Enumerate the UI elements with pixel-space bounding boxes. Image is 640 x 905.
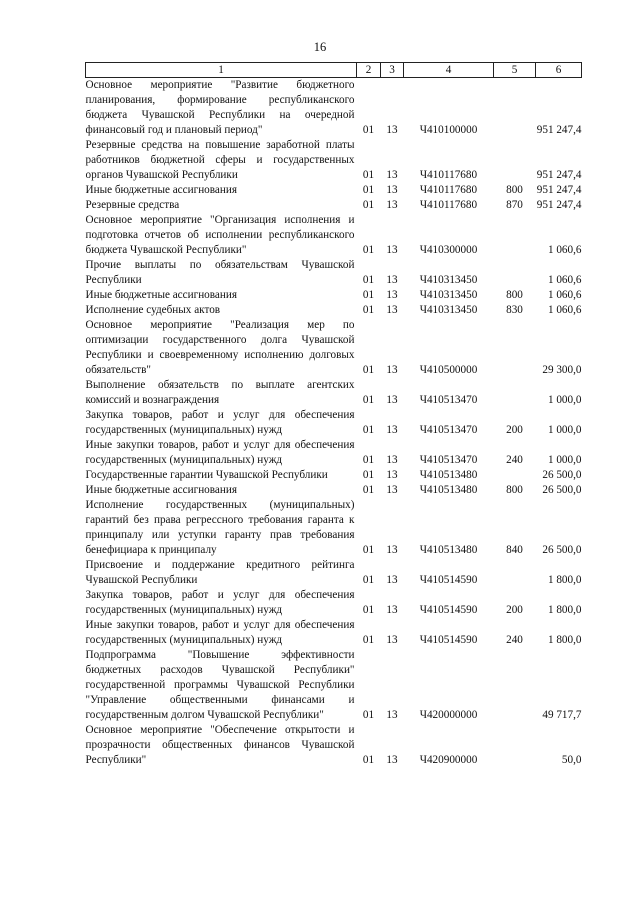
row-amount: 951 247,4 [536,184,582,196]
row-subsection: 13 [386,199,398,211]
row-expense-type [494,723,536,768]
table-row [86,138,582,183]
table-row [86,618,582,648]
header-col-6: 6 [536,63,582,78]
table-row [86,588,582,618]
row-subsection: 13 [386,469,398,481]
row-expense-type: 200 [506,424,523,436]
row-amount: 1 000,0 [547,454,582,466]
row-section: 01 [362,304,375,316]
table-row [86,258,582,288]
row-amount: 1 800,0 [547,604,582,616]
row-expense-type [494,318,536,378]
table-row [86,378,582,408]
row-subsection: 13 [386,634,398,646]
row-section: 01 [362,169,375,181]
row-target-article: Ч410100000 [419,124,478,136]
table-row [86,78,582,139]
row-section: 01 [362,424,375,436]
row-target-article: Ч410513480 [419,544,478,556]
row-subsection: 13 [386,544,398,556]
row-section: 01 [362,484,375,496]
table-row [86,183,582,198]
row-expense-type [494,258,536,288]
row-name: Резервные средства на повышение заработной платы работников бюджетной сферы и государственных органов Чувашской Республики [85,139,355,181]
row-target-article: Ч410513470 [419,424,478,436]
table-row [86,498,582,558]
row-expense-type: 200 [506,604,523,616]
row-amount: 1 000,0 [547,394,582,406]
row-expense-type: 840 [506,544,523,556]
table-row [86,213,582,258]
row-subsection: 13 [386,274,398,286]
row-section: 01 [362,289,375,301]
row-target-article: Ч410117680 [419,169,478,181]
row-amount: 1 060,6 [547,274,582,286]
row-section: 01 [362,634,375,646]
row-subsection: 13 [386,394,398,406]
row-target-article: Ч410514590 [419,604,478,616]
table-row [86,288,582,303]
row-name: Иные бюджетные ассигнования [85,289,237,301]
row-name: Иные бюджетные ассигнования [85,184,237,196]
row-expense-type: 800 [506,184,523,196]
row-subsection: 13 [386,709,398,721]
row-target-article: Ч410300000 [419,244,478,256]
row-amount: 26 500,0 [542,544,582,556]
row-section: 01 [362,124,375,136]
row-expense-type [494,378,536,408]
row-subsection: 13 [386,574,398,586]
row-subsection: 13 [386,484,398,496]
row-expense-type: 240 [506,454,523,466]
row-section: 01 [362,244,375,256]
row-subsection: 13 [386,184,398,196]
row-expense-type [494,78,536,139]
row-name: Подпрограмма "Повышение эффективности бюджетных расходов Чувашской Республики" государственной программы Чувашской Республики "Управление общественными финансами и государственным долгом Чувашской Республики" [85,649,355,721]
table-body [86,78,582,769]
row-section: 01 [362,604,375,616]
row-section: 01 [362,469,375,481]
row-amount: 26 500,0 [542,469,582,481]
row-name: Исполнение государственных (муниципальных) гарантий без права регрессного требования гаранта к принципалу или уступки гаранту прав требования бенефициара к принципалу [85,499,355,556]
header-row [86,63,582,78]
row-expense-type: 800 [506,484,523,496]
row-amount: 1 800,0 [547,574,582,586]
row-subsection: 13 [386,454,398,466]
row-expense-type [494,468,536,483]
row-expense-type: 870 [506,199,523,211]
table-row [86,468,582,483]
row-amount: 1 800,0 [547,634,582,646]
budget-table [85,62,582,768]
row-subsection: 13 [386,289,398,301]
row-target-article: Ч410513480 [419,469,478,481]
row-section: 01 [362,394,375,406]
header-col-2: 2 [357,63,381,78]
row-amount: 951 247,4 [536,124,582,136]
row-subsection: 13 [386,244,398,256]
row-target-article: Ч410313450 [419,289,478,301]
header-col-4: 4 [404,63,494,78]
row-target-article: Ч410117680 [419,199,478,211]
row-name: Исполнение судебных актов [85,304,221,316]
row-expense-type: 240 [506,634,523,646]
row-subsection: 13 [386,754,398,766]
row-section: 01 [362,754,375,766]
row-name: Основное мероприятие "Развитие бюджетного планирования, формирование республиканского бюджета Чувашской Республики на очередной финансовый год и плановый период" [85,79,355,136]
table-row [86,198,582,213]
row-subsection: 13 [386,124,398,136]
header-col-1: 1 [86,63,357,78]
row-target-article: Ч420000000 [419,709,478,721]
page-number: 16 [313,40,327,54]
row-name: Выполнение обязательств по выплате агентских комиссий и вознаграждения [85,379,355,406]
row-section: 01 [362,364,375,376]
row-name: Резервные средства [85,199,180,211]
row-amount: 1 060,6 [547,244,582,256]
row-expense-type [494,138,536,183]
row-amount: 951 247,4 [536,169,582,181]
header-col-3: 3 [381,63,404,78]
row-target-article: Ч410513470 [419,394,478,406]
row-subsection: 13 [386,364,398,376]
row-name: Иные закупки товаров, работ и услуг для обеспечения государственных (муниципальных) нужд [85,619,355,646]
row-section: 01 [362,274,375,286]
row-subsection: 13 [386,424,398,436]
row-section: 01 [362,544,375,556]
row-target-article: Ч410313450 [419,304,478,316]
row-name: Закупка товаров, работ и услуг для обеспечения государственных (муниципальных) нужд [85,589,355,616]
table-row [86,723,582,768]
row-amount: 26 500,0 [542,484,582,496]
table-row [86,408,582,438]
table-row [86,483,582,498]
table-row [86,303,582,318]
row-amount: 1 000,0 [547,424,582,436]
row-amount: 1 060,6 [547,289,582,301]
row-name: Иные закупки товаров, работ и услуг для обеспечения государственных (муниципальных) нужд [85,439,355,466]
row-name: Государственные гарантии Чувашской Республики [85,469,328,481]
row-expense-type: 830 [506,304,523,316]
row-expense-type [494,648,536,723]
row-name: Иные бюджетные ассигнования [85,484,237,496]
table-row [86,438,582,468]
row-section: 01 [362,199,375,211]
row-target-article: Ч410514590 [419,574,478,586]
row-amount: 951 247,4 [536,199,582,211]
row-target-article: Ч410117680 [419,184,478,196]
row-name: Основное мероприятие "Реализация мер по оптимизации государственного долга Чувашской Республики и своевременному исполнению долговых обязательств" [85,319,355,376]
row-subsection: 13 [386,604,398,616]
row-amount: 50,0 [561,754,582,766]
row-name: Основное мероприятие "Обеспечение открытости и прозрачности общественных финансов Чувашской Республики" [85,724,355,766]
row-expense-type [494,558,536,588]
row-target-article: Ч420900000 [419,754,478,766]
table-row [86,318,582,378]
row-section: 01 [362,454,375,466]
table-header [86,63,582,78]
row-section: 01 [362,184,375,196]
row-section: 01 [362,574,375,586]
table-row [86,558,582,588]
row-name: Закупка товаров, работ и услуг для обеспечения государственных (муниципальных) нужд [85,409,355,436]
table-row [86,648,582,723]
row-name: Присвоение и поддержание кредитного рейтинга Чувашской Республики [85,559,355,586]
row-amount: 1 060,6 [547,304,582,316]
row-target-article: Ч410513480 [419,484,478,496]
row-target-article: Ч410500000 [419,364,478,376]
row-amount: 29 300,0 [542,364,582,376]
row-expense-type: 800 [506,289,523,301]
row-subsection: 13 [386,304,398,316]
row-amount: 49 717,7 [542,709,582,721]
row-section: 01 [362,709,375,721]
row-target-article: Ч410513470 [419,454,478,466]
row-subsection: 13 [386,169,398,181]
row-target-article: Ч410313450 [419,274,478,286]
row-name: Прочие выплаты по обязательствам Чувашской Республики [85,259,355,286]
row-target-article: Ч410514590 [419,634,478,646]
row-expense-type [494,213,536,258]
row-name: Основное мероприятие "Организация исполнения и подготовка отчетов об исполнении республиканского бюджета Чувашской Республики" [85,214,355,256]
header-col-5: 5 [494,63,536,78]
